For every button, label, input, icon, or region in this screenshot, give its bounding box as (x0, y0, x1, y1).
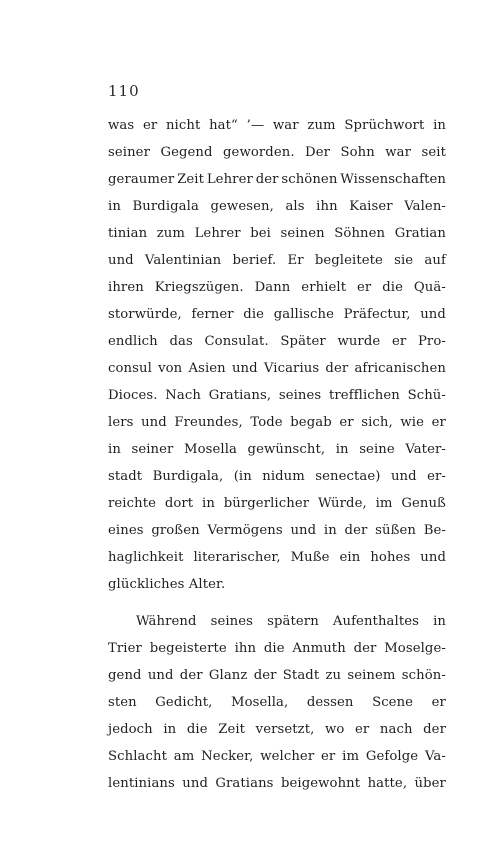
text-line: Schlacht am Necker, welcher er im Gefolge Va- (108, 749, 446, 764)
text-line: storwürde, ferner die gallische Präfectur, und (108, 307, 446, 322)
text-line: stadt Burdigala, (in nidum senectae) und er- (108, 469, 446, 484)
text-line: und Valentinian berief. Er begleitete sie auf (108, 253, 446, 268)
text-line: geraumer Zeit Lehrer der schönen Wissenschaften (108, 172, 446, 187)
paragraph-2 (108, 608, 446, 797)
text-line: seiner Gegend geworden. Der Sohn war seit (108, 145, 446, 160)
paragraph-gap (108, 598, 446, 608)
text-line: consul von Asien und Vicarius der africanischen (108, 361, 446, 376)
text-line: endlich das Consulat. Später wurde er Pro- (108, 334, 446, 349)
text-line: Während seines spätern Aufenthaltes in (136, 614, 446, 629)
text-line: Trier begeisterte ihn die Anmuth der Moselge- (108, 641, 446, 656)
paragraph-1 (108, 112, 446, 598)
text-line: eines großen Vermögens und in der süßen Be- (108, 523, 446, 538)
text-line: lentinians und Gratians beigewohnt hatte, über (108, 776, 446, 791)
text-line: haglichkeit literarischer, Muße ein hohes und (108, 550, 446, 565)
text-line: tinian zum Lehrer bei seinen Söhnen Gratian (108, 226, 446, 241)
text-line: Dioces. Nach Gratians, seines trefflichen Schü- (108, 388, 446, 403)
text-line: in seiner Mosella gewünscht, in seine Vater- (108, 442, 446, 457)
text-line: was er nicht hat“ ’— war zum Sprüchwort in (108, 118, 446, 133)
body-text (108, 112, 446, 797)
text-line: gend und der Glanz der Stadt zu seinem schön- (108, 668, 446, 683)
text-line: reichte dort in bürgerlicher Würde, im Genuß (108, 496, 446, 511)
text-line: in Burdigala gewesen, als ihn Kaiser Valen- (108, 199, 446, 214)
text-line: sten Gedicht, Mosella, dessen Scene er (108, 695, 446, 710)
text-line: ihren Kriegszügen. Dann erhielt er die Quä- (108, 280, 446, 295)
text-line: jedoch in die Zeit versetzt, wo er nach der (108, 722, 446, 737)
text-line: glückliches Alter. (108, 577, 226, 592)
text-line: lers und Freundes, Tode begab er sich, wie er (108, 415, 446, 430)
page-number: 110 (108, 82, 140, 100)
